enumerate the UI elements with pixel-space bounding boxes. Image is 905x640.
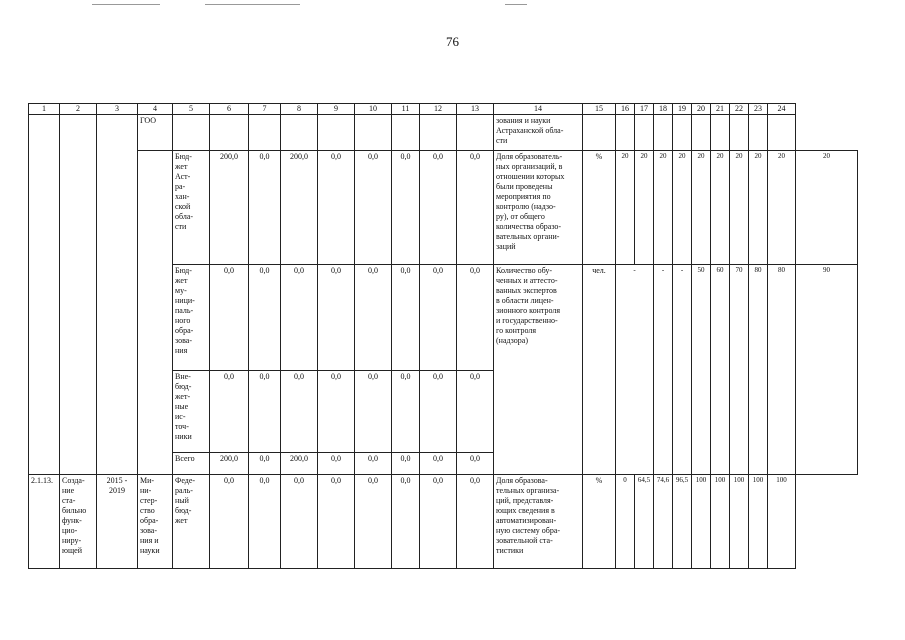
text-line: Всего [175,454,195,463]
target-cell: 20 [796,151,858,265]
text-line: Астраханской обла- [496,126,564,135]
column-number-2: 2 [60,104,97,115]
text-line: Вне- [175,372,191,381]
program-table [28,103,858,569]
value-cell: 0,0 [392,151,420,265]
executor-cell [138,151,173,475]
value-cell: 0,0 [318,475,355,569]
value-cell: 0,0 [392,371,420,453]
column-number-17: 17 [635,104,654,115]
target-cell: 100 [711,475,730,569]
text-line: обла- [175,212,194,221]
text-line: го контроля [496,326,537,335]
target-cell: 64,5 [635,475,654,569]
text-line: 2019 [109,486,125,495]
value-cell: 0,0 [318,151,355,265]
column-numbers-row [29,104,858,115]
value-cell: 0,0 [355,371,392,453]
column-number-13: 13 [457,104,494,115]
indicator-cell [494,115,583,151]
target-cell: 100 [768,475,796,569]
column-number-9: 9 [318,104,355,115]
value-cell: 0,0 [457,265,494,371]
indicator-cell [494,475,583,569]
executor-cell: ГОО [138,115,173,151]
text-line: и государственно- [496,316,558,325]
column-number-4: 4 [138,104,173,115]
value-cell: 0,0 [355,475,392,569]
indicator-cell [494,265,583,475]
target-cell: 60 [711,265,730,475]
value-cell: 0,0 [281,371,318,453]
text-line: ис- [175,412,186,421]
target-cell: - [673,265,692,475]
text-line: ного [175,316,191,325]
column-number-12: 12 [420,104,457,115]
column-number-10: 10 [355,104,392,115]
text-line: ской [175,202,191,211]
column-number-16: 16 [616,104,635,115]
text-line: ста- [62,496,76,505]
value-cell: 0,0 [249,475,281,569]
target-cell: 20 [654,151,673,265]
value-cell: 0,0 [420,151,457,265]
text-line: 2015 - [106,476,128,485]
text-line: Бюд- [175,152,192,161]
text-line: ный [175,496,189,505]
column-number-6: 6 [210,104,249,115]
target-cell: 80 [768,265,796,475]
value-cell: 0,0 [457,151,494,265]
column-number-20: 20 [692,104,711,115]
column-number-14: 14 [494,104,583,115]
text-line: вательных органи- [496,232,560,241]
unit-cell: чел. [583,265,616,475]
text-line: обра- [140,516,159,525]
target-cell: 100 [749,475,768,569]
text-line: зовательной ста- [496,536,553,545]
text-line: отношении которых [496,172,565,181]
value-cell: 0,0 [392,475,420,569]
text-line: зова- [140,526,157,535]
text-line: ники [175,432,192,441]
column-number-23: 23 [749,104,768,115]
value-cell: 0,0 [420,371,457,453]
text-line: Доля образова- [496,476,548,485]
value-cell: 0,0 [281,265,318,371]
value-cell: 0,0 [318,453,355,475]
target-cell: 70 [730,265,749,475]
column-number-8: 8 [281,104,318,115]
funding-source-cell [173,475,210,569]
period-cell [97,475,138,569]
text-line: зова- [175,336,192,345]
name-cell [60,115,97,475]
text-line: в области лицен- [496,296,554,305]
value-cell: 0,0 [392,265,420,371]
text-line: Бюд- [175,266,192,275]
value-cell: 0,0 [318,265,355,371]
value-cell: 200,0 [210,453,249,475]
target-cell: 80 [749,265,768,475]
text-line: ние [62,486,75,495]
text-line: жет [175,276,188,285]
column-number-24: 24 [768,104,796,115]
text-line: Доля образователь- [496,152,563,161]
text-line: ных организаций, в [496,162,563,171]
funding-source-cell [173,371,210,453]
target-cell: 100 [692,475,711,569]
target-cell: 50 [692,265,711,475]
text-line: сти [496,136,508,145]
page-number: 76 [446,34,459,49]
text-line: бюд- [175,382,192,391]
text-line: ния [175,346,188,355]
target-cell: 90 [796,265,858,475]
text-line: мероприятия по [496,192,551,201]
text-line: ющей [62,546,82,555]
text-line: жет- [175,392,191,401]
text-line: ций, представля- [496,496,554,505]
value-cell: 0,0 [355,265,392,371]
text-line: ющих сведения в [496,506,555,515]
column-number-1: 1 [29,104,60,115]
value-cell: 0,0 [210,371,249,453]
text-line: заций [496,242,516,251]
text-line: Ми- [140,476,155,485]
value-cell: 0,0 [249,151,281,265]
text-line: ниру- [62,536,82,545]
value-cell: 0,0 [457,475,494,569]
text-line: ванных экспертов [496,286,557,295]
target-cell: 20 [635,151,654,265]
text-line: были проведены [496,182,553,191]
text-line: Количество обу- [496,266,553,275]
text-line: тистики [496,546,524,555]
column-number-11: 11 [392,104,420,115]
target-cell: 96,5 [673,475,692,569]
text-line: науки [140,546,160,555]
value-cell: 0,0 [249,371,281,453]
value-cell: 0,0 [420,475,457,569]
value-cell: 0,0 [249,265,281,371]
value-cell: 200,0 [210,151,249,265]
text-line: (надзора) [496,336,528,345]
target-cell: 20 [692,151,711,265]
table-row [29,115,858,151]
target-cell: 20 [673,151,692,265]
value-cell: 0,0 [249,453,281,475]
text-line: ство [140,506,155,515]
name-cell [60,475,97,569]
value-cell: 0,0 [210,475,249,569]
value-cell: 0,0 [355,151,392,265]
value-cell: 200,0 [281,151,318,265]
column-number-21: 21 [711,104,730,115]
target-cell: 74,6 [654,475,673,569]
text-line: бильно [62,506,87,515]
period-cell [97,115,138,475]
target-cell: 20 [749,151,768,265]
text-line: стер- [140,496,158,505]
target-cell: 20 [768,151,796,265]
table-row [29,151,858,265]
value-cell: 0,0 [457,371,494,453]
text-line: количества образо- [496,222,562,231]
text-line: тельных организа- [496,486,560,495]
text-line: ченных и аттесто- [496,276,558,285]
target-cell: - [616,265,654,475]
unit-cell: % [583,151,616,265]
funding-source-cell [173,453,210,475]
column-number-3: 3 [97,104,138,115]
column-number-7: 7 [249,104,281,115]
value-cell: 0,0 [457,453,494,475]
code-cell: 2.1.13. [29,475,60,569]
code-cell [29,115,60,475]
value-cell: 0,0 [281,475,318,569]
column-number-5: 5 [173,104,210,115]
text-line: Созда- [62,476,85,485]
value-cell: 0,0 [420,265,457,371]
text-line: контролю (надзо- [496,202,556,211]
value-cell: 0,0 [355,453,392,475]
text-line: зионного контроля [496,306,561,315]
value-cell: 200,0 [281,453,318,475]
target-cell: 20 [616,151,635,265]
text-line: бюд- [175,506,192,515]
column-number-19: 19 [673,104,692,115]
text-line: ра- [175,182,186,191]
text-line: ния и [140,536,159,545]
text-line: му- [175,286,187,295]
text-line: автоматизирован- [496,516,557,525]
text-line: раль- [175,486,193,495]
text-line: Феде- [175,476,196,485]
target-cell: 100 [730,475,749,569]
target-cell: 20 [730,151,749,265]
text-line: цио- [62,526,78,535]
indicator-cell [494,151,583,265]
text-line: ные [175,402,189,411]
value-cell: 0,0 [392,453,420,475]
text-line: Аст- [175,172,191,181]
text-line: ру), от общего [496,212,545,221]
text-line: паль- [175,306,194,315]
unit-cell: % [583,475,616,569]
target-cell: 0 [616,475,635,569]
text-line: функ- [62,516,82,525]
text-line: ни- [140,486,152,495]
value-cell: 0,0 [420,453,457,475]
funding-source-cell [173,151,210,265]
executor-cell [138,475,173,569]
column-number-22: 22 [730,104,749,115]
funding-source-cell [173,265,210,371]
text-line: ници- [175,296,195,305]
text-line: жет [175,162,188,171]
column-number-15: 15 [583,104,616,115]
target-cell: 20 [711,151,730,265]
value-cell: 0,0 [318,371,355,453]
text-line: жет [175,516,188,525]
text-line: хан- [175,192,190,201]
table-row [29,475,858,569]
text-line: обра- [175,326,194,335]
text-line: сти [175,222,187,231]
column-number-18: 18 [654,104,673,115]
target-cell: - [654,265,673,475]
text-line: зования и науки [496,116,551,125]
text-line: точ- [175,422,189,431]
value-cell: 0,0 [210,265,249,371]
text-line: ную систему обра- [496,526,561,535]
